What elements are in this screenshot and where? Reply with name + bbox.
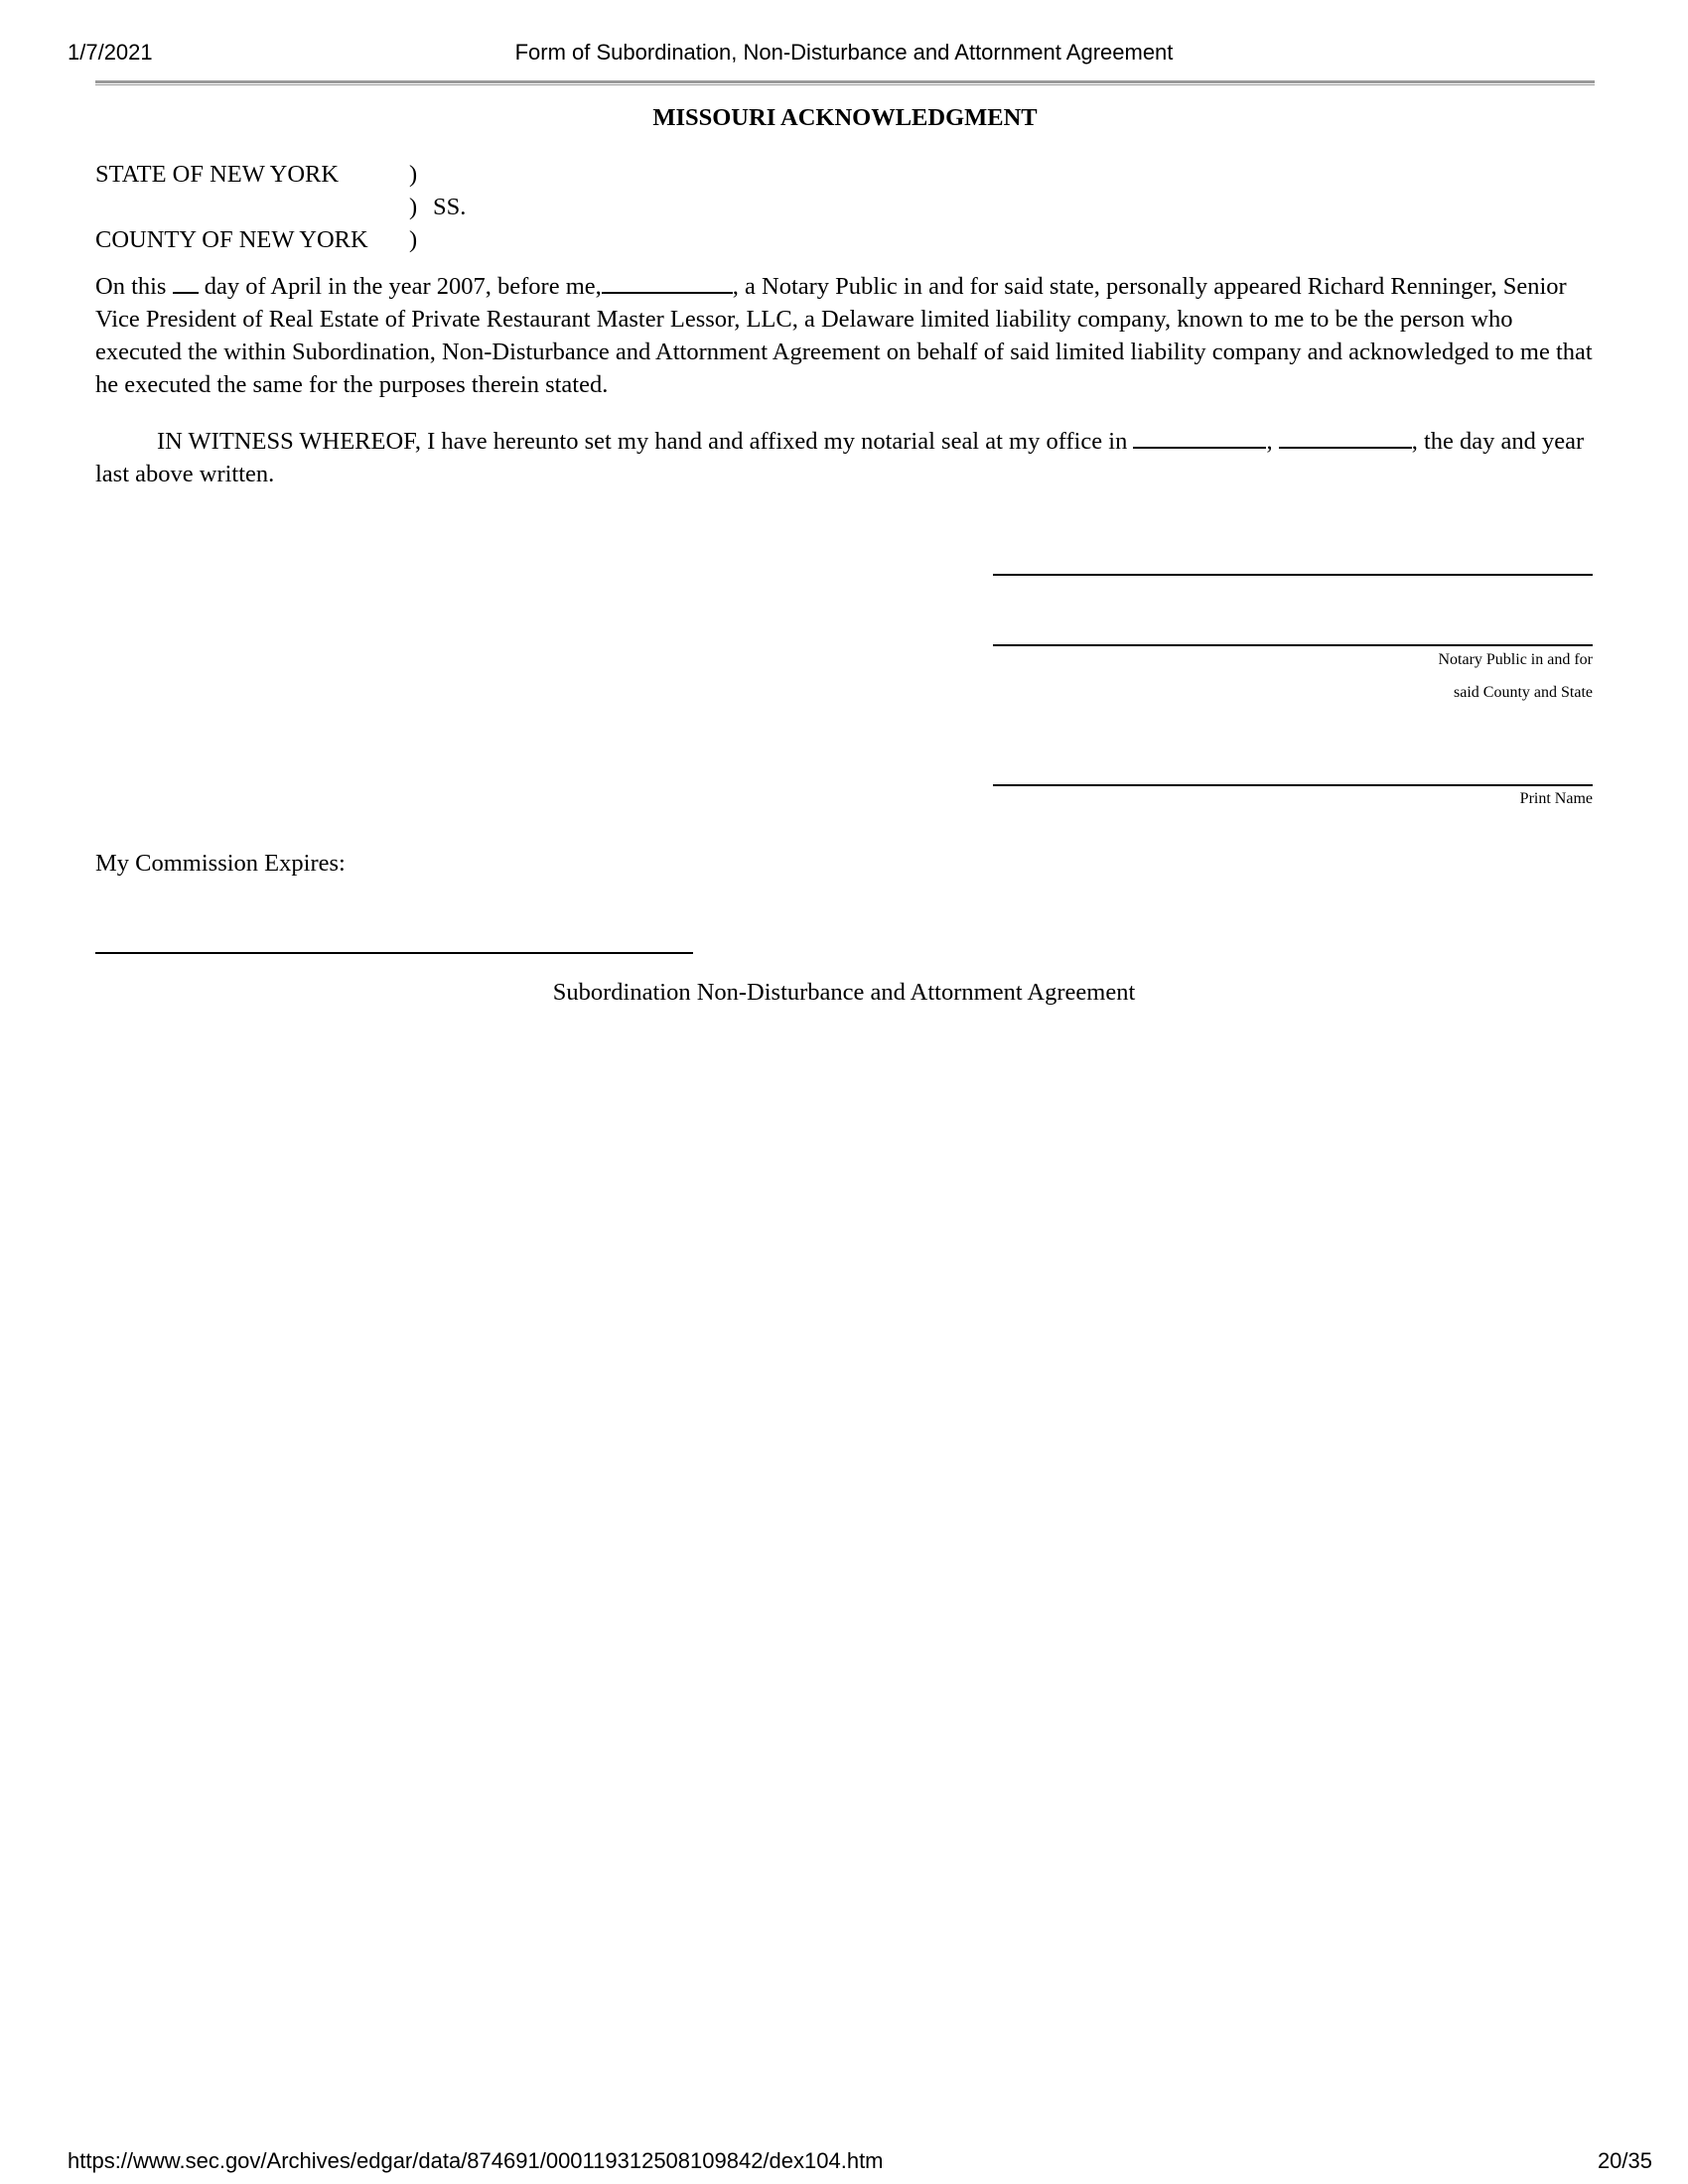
venue-ss: SS. bbox=[433, 194, 467, 220]
print-header bbox=[0, 40, 1688, 69]
witness-comma: , bbox=[1266, 428, 1273, 455]
ack-text-1: On this bbox=[95, 273, 167, 300]
venue-ss-row bbox=[95, 191, 1595, 223]
venue-state: STATE OF NEW YORK bbox=[95, 161, 340, 188]
city-blank bbox=[1133, 425, 1266, 449]
venue-paren: ) bbox=[409, 226, 418, 253]
venue-state-row bbox=[95, 158, 1595, 191]
witness-text-1: IN WITNESS WHEREOF, I have hereunto set my hand and affixed my notarial seal at my office in bbox=[157, 428, 1128, 455]
ack-text-2: day of April in the year 2007, before me, bbox=[204, 273, 602, 300]
notary-caption-1: Notary Public in and for bbox=[1438, 651, 1593, 668]
witness-text-2: , the day and year last above written. bbox=[95, 428, 1585, 487]
print-name-caption: Print Name bbox=[1519, 790, 1593, 807]
venue-county: COUNTY OF NEW YORK bbox=[95, 226, 368, 253]
signature-line bbox=[993, 574, 1593, 576]
print-date: 1/7/2021 bbox=[68, 40, 153, 65]
witness-paragraph bbox=[95, 425, 1595, 490]
notary-name-blank bbox=[602, 270, 733, 294]
ack-text-3: , a Notary Public in and for said state, personally appeared Richard Renninger, Senior Vice President of Real Estate of Private Restaurant Master Lessor, LLC, a Delaware limited liability company, known to me to be the person who executed the within Subordination, Non-Disturbance and Attornment Agreement on behalf of said limited liability company and acknowledged to me that he executed the same for the purposes therein stated. bbox=[95, 273, 1593, 398]
print-footer bbox=[0, 2148, 1688, 2178]
state-blank bbox=[1279, 425, 1412, 449]
acknowledgment-paragraph bbox=[95, 270, 1595, 401]
venue-paren: ) bbox=[409, 194, 418, 220]
notary-line bbox=[993, 644, 1593, 646]
page-title: MISSOURI ACKNOWLEDGMENT bbox=[652, 104, 1038, 131]
venue-block bbox=[95, 158, 1595, 256]
notary-caption-2: said County and State bbox=[1454, 684, 1593, 701]
document-body bbox=[95, 99, 1595, 490]
print-name-line bbox=[993, 784, 1593, 786]
document-caption: Subordination Non-Disturbance and Attornment Agreement bbox=[552, 979, 1136, 1006]
commission-line bbox=[95, 952, 693, 954]
page-number: 20/35 bbox=[1597, 2148, 1652, 2173]
header-rule bbox=[95, 80, 1595, 85]
venue-county-row bbox=[95, 223, 1595, 256]
source-url: https://www.sec.gov/Archives/edgar/data/874691/000119312508109842/dex104.htm bbox=[68, 2148, 884, 2173]
print-title: Form of Subordination, Non-Disturbance and Attornment Agreement bbox=[514, 40, 1174, 65]
day-blank bbox=[173, 270, 199, 294]
venue-paren: ) bbox=[409, 161, 418, 188]
commission-label: My Commission Expires: bbox=[95, 850, 346, 877]
